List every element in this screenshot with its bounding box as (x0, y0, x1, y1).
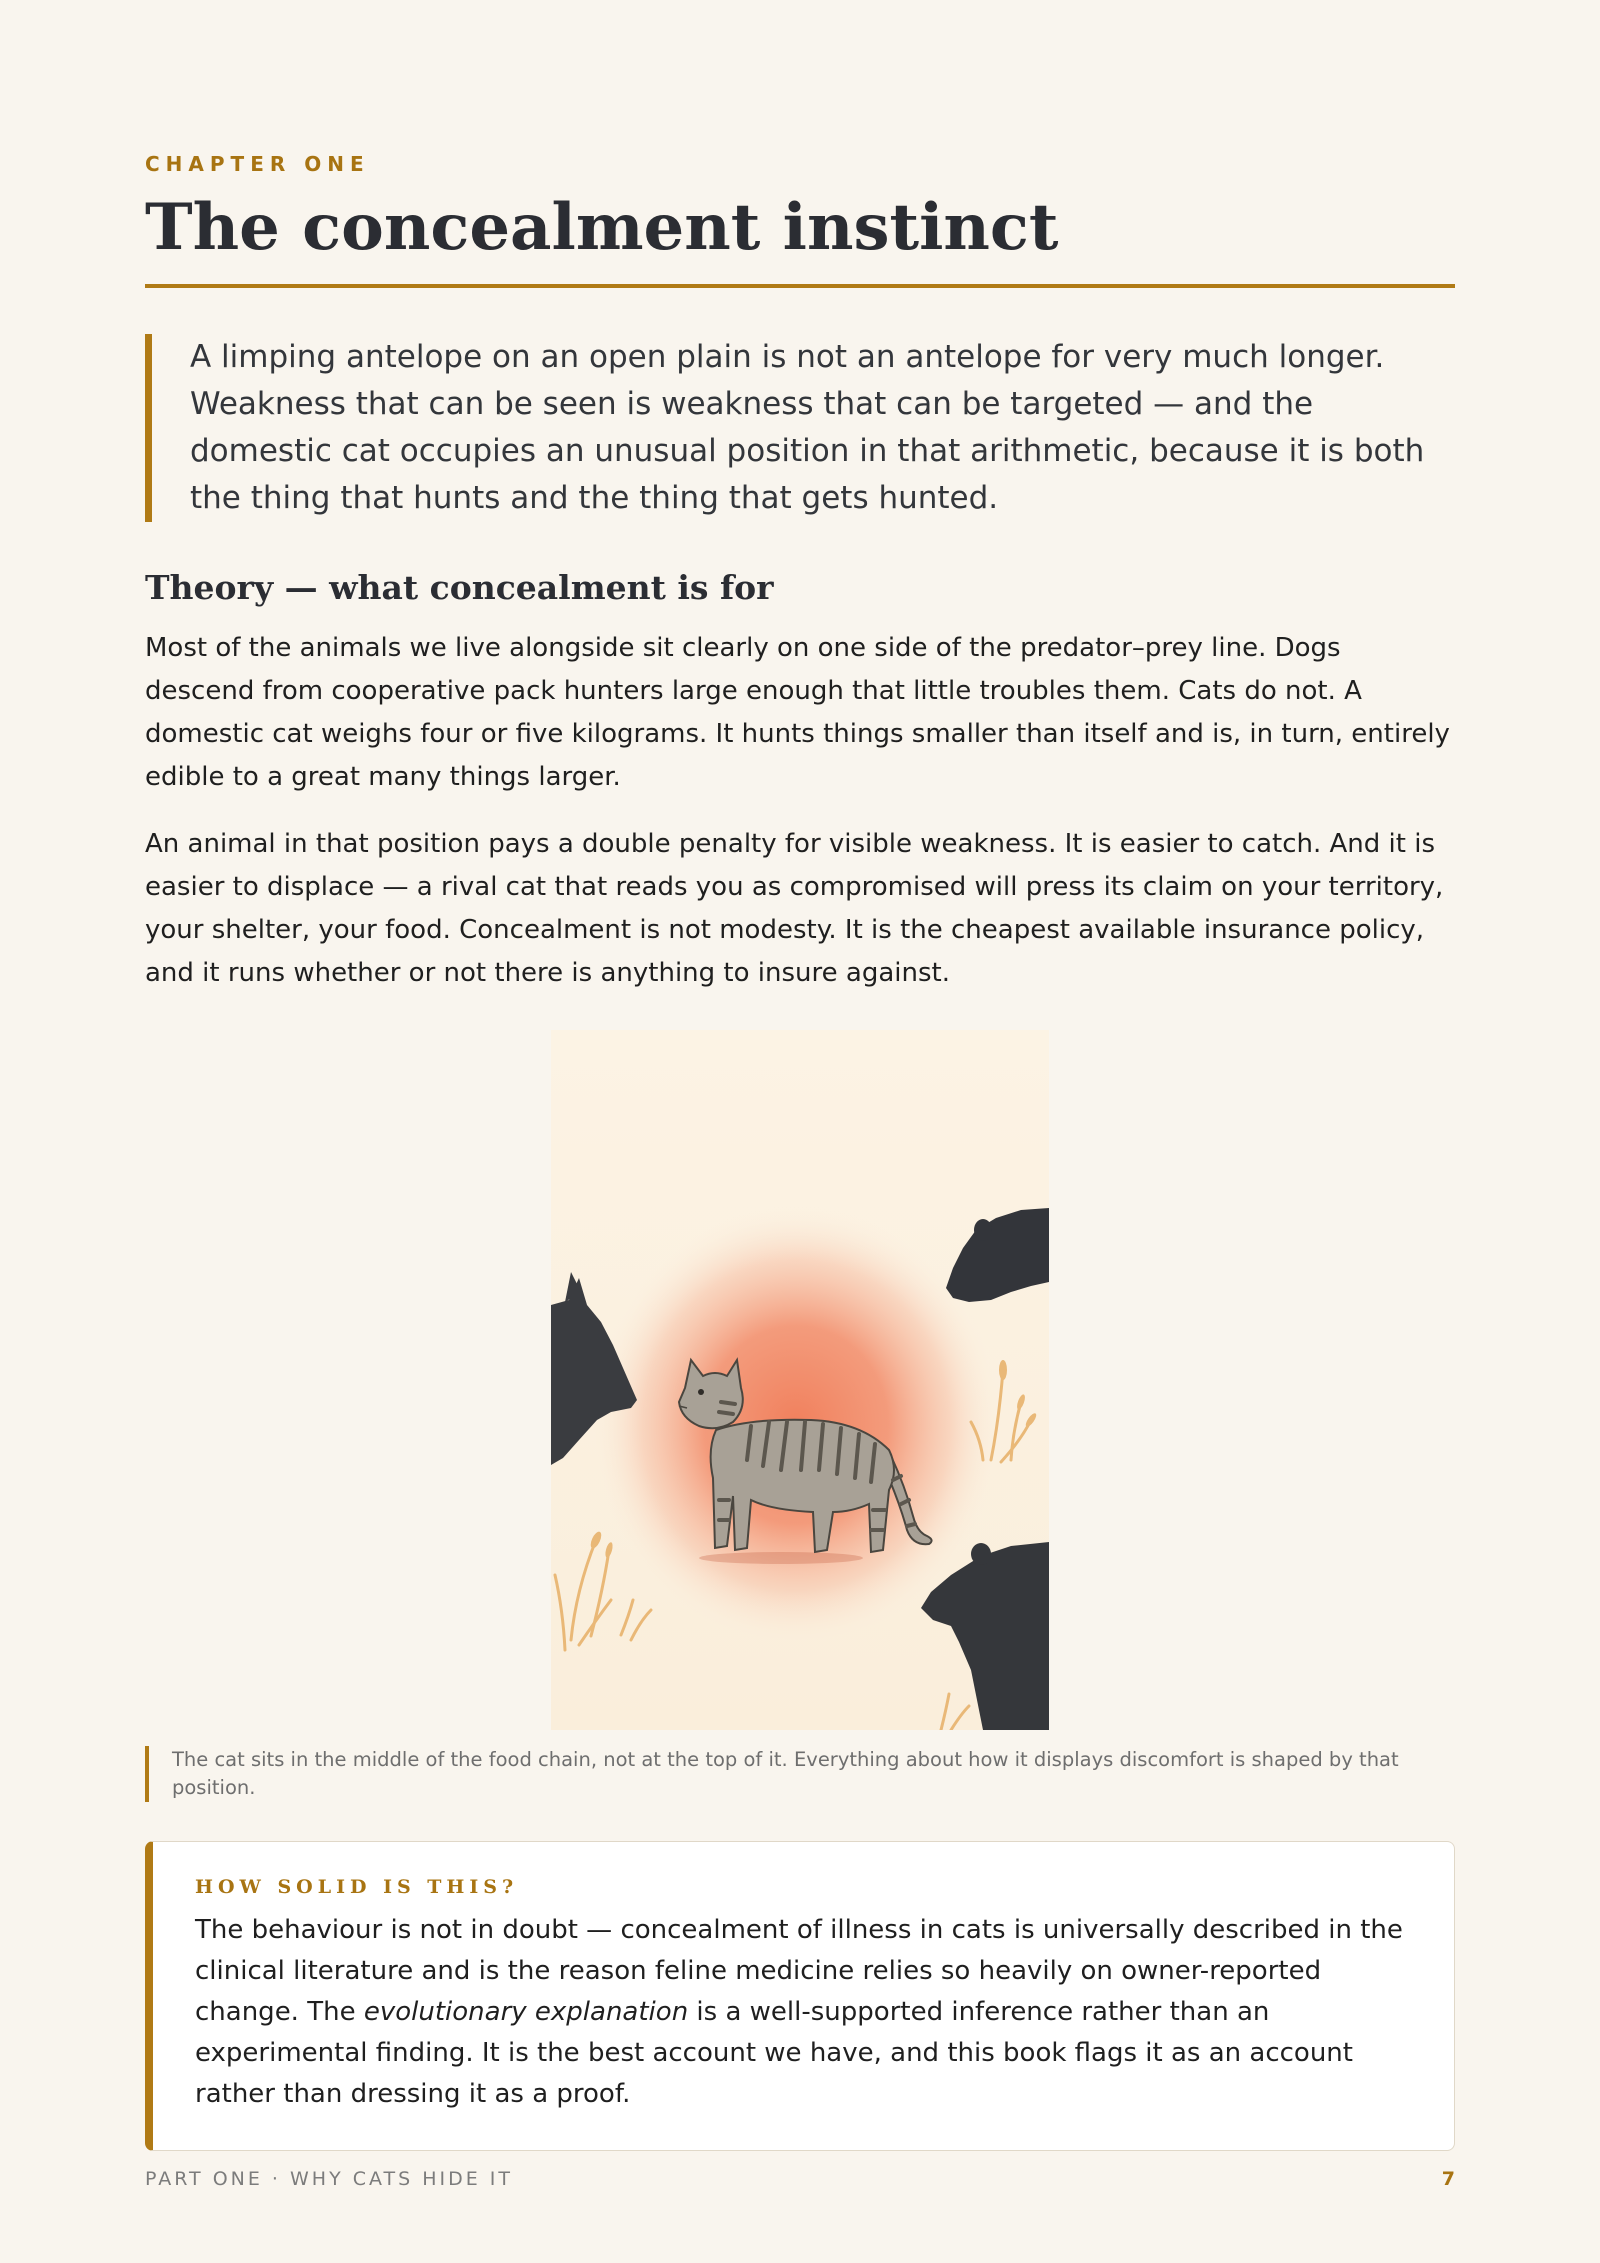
body-paragraph-2: An animal in that position pays a double penalty for visible weakness. It is easier to catch. And it is easier to displace — a rival cat that reads you as compromised will press its claim on your territory, your shelter, your food. Concealment is not modesty. It is the cheapest available insurance policy, and it runs whether or not there is anything to insure against. (145, 829, 1444, 988)
callout-body-start: The behaviour is not in doubt — concealment of illness in cats is universally described in the clinical literature and is the reason feline medicine relies so heavily on owner-reported change. The (195, 1915, 1403, 2027)
callout-body (195, 1910, 1412, 2115)
callout-emphasis: evolutionary explanation (363, 1997, 689, 2027)
figure-caption: The cat sits in the middle of the food chain, not at the top of it. Everything about how it displays discomfort is shaped by that position. (145, 1746, 1455, 1802)
title-divider (145, 284, 1455, 288)
callout-label: HOW SOLID IS THIS? (195, 1876, 519, 1898)
evidence-callout (145, 1841, 1455, 2151)
running-footer: PART ONE · WHY CATS HIDE IT (145, 2168, 513, 2190)
page-number: 7 (1441, 2168, 1455, 2190)
food-chain-illustration (551, 1030, 1049, 1730)
lead-paragraph: A limping antelope on an open plain is not an antelope for very much longer. Weakness that can be seen is weakness that can be targeted — and the domestic cat occupies an unusual position in that arithmetic, because it is both the thing that hunts and the thing that gets hunted. (145, 334, 1455, 522)
chapter-eyebrow: CHAPTER ONE (145, 152, 370, 176)
illustration-figure (551, 1030, 1049, 1730)
section-heading: Theory — what concealment is for (145, 568, 774, 607)
body-paragraph-1: Most of the animals we live alongside sit clearly on one side of the predator–prey line. Dogs descend from cooperative pack hunters large enough that little troubles them. Cats do not. A domestic cat weighs four or five kilograms. It hunts things smaller than itself and is, in turn, entirely edible to a great many things larger. (145, 633, 1450, 792)
chapter-title: The concealment instinct (145, 190, 1059, 265)
callout-body-end: is a well-supported inference rather than an experimental finding. It is the best account we have, and this book flags it as an account rather than dressing it as a proof. (195, 1997, 1353, 2109)
